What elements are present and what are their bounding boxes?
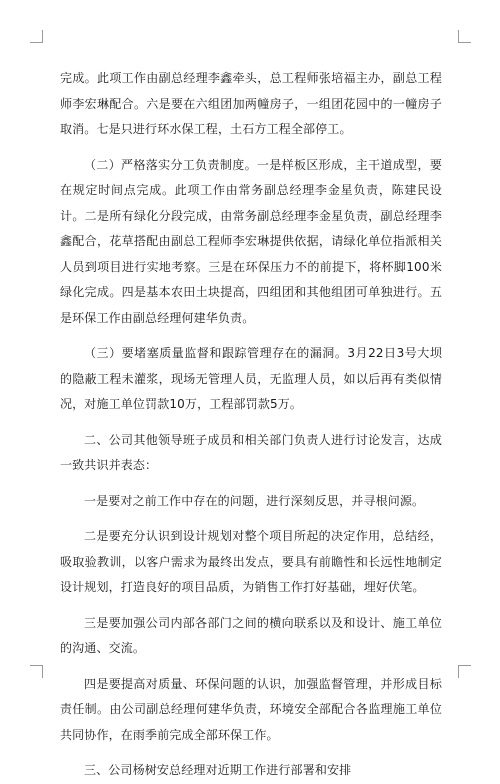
document-body (60, 66, 442, 784)
paragraph-2: （二）严格落实分工负责制度。一是样板区形成，主干道成型，要在规定时间点完成。此项工作由常务副总经理李金星负责，陈建民设计。二是所有绿化分段完成，由常务副总经理李金星负责，副总经理李鑫配合，花草搭配由副总工程师李宏琳提供依据，请绿化单位指派相关人员到项目进行实地考察。三是在环保压力不的前提下，将杯脚100米绿化完成。四是基本农田土块提高，四组团和其他组团可单独进行。五是环保工作由副总经理何建华负责。 (60, 157, 442, 325)
paragraph-1: 完成。此项工作由副总经理李鑫牵头，总工程师张培福主办，副总工程师李宏琳配合。六是要在六组团加两幢房子，一组团花园中的一幢房子取消。七是只进行环水保工程，土石方工程全部停工。 (60, 71, 442, 136)
paragraph-4: 二、公司其他领导班子成员和相关部门负责人进行讨论发言，达成一致共识并表态： (60, 432, 442, 472)
paragraph-8: 四是要提高对质量、环保问题的认识，加强监督管理，并形成目标责任制。由公司副总经理何建华负责，环境安全部配合各监理施工单位共同协作，在雨季前完成全部环保工作。 (60, 676, 442, 742)
crop-mark-top-right (458, 30, 471, 43)
crop-mark-bottom-right (458, 665, 471, 678)
paragraph-6: 二是要充分认识到设计规划对整个项目所起的决定作用，总结经，吸取验教训，以客户需求为最终出发点，要具有前瞻性和长远性地制定设计规划，打造良好的项目品质，为销售工作打好基础，埋好伏笔。 (60, 529, 442, 594)
paragraph-5: 一是要对之前工作中存在的问题，进行深刻反思，并寻根问源。 (84, 493, 425, 508)
crop-mark-top-left (30, 30, 43, 43)
paragraph-7: 三是要加强公司内部各部门之间的横向联系以及和设计、施工单位的沟通、交流。 (60, 615, 442, 655)
paragraph-9: 三、公司杨树安总经理对近期工作进行部署和安排 (84, 763, 352, 777)
paragraph-3: （三）要堵塞质量监督和跟踪管理存在的漏洞。3月22日3号大坝的隐蔽工程未灌浆，现场无管理人员，无监理人员，如以后再有类似情况，对施工单位罚款10万，工程部罚款5万。 (60, 346, 442, 411)
crop-mark-bottom-left (30, 665, 43, 678)
